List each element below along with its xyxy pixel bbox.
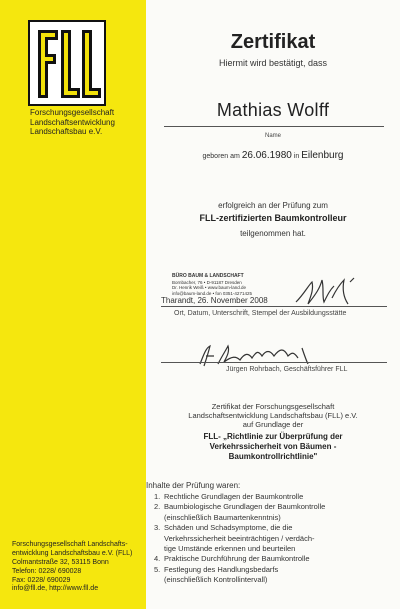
- born-in: in: [293, 153, 300, 160]
- signature-caption: Ort, Datum, Unterschrift, Stempel der Ausbildungsstätte: [174, 310, 347, 317]
- list-item: [154, 554, 400, 564]
- list-item: [154, 502, 400, 523]
- yellow-sidebar: [0, 0, 146, 609]
- org-address: Forschungsgesellschaft Landschafts- entwicklung Landschaftsbau e.V. (FLL) Colmantstraße 32, 53115 Bonn Telefon: 0228/ 690028 Fax: 0228/ 690029: [12, 541, 133, 584]
- birth-place: Eilenburg: [301, 150, 344, 161]
- contents-list: [154, 492, 400, 586]
- list-item-text: Rechtliche Grundlagen der Baumkontrolle: [164, 492, 304, 501]
- list-item-number: 4.: [154, 554, 161, 564]
- place-date: Tharandt, 26. November 2008: [161, 296, 268, 305]
- name-caption: Name: [264, 133, 281, 139]
- born-prefix: geboren am: [202, 153, 240, 160]
- guideline-title: FLL- „Richtlinie zur Überprüfung der Verkehrssicherheit von Bäumen - Baumkontrollrichtlinie": [203, 432, 343, 461]
- list-item-number: 3.: [154, 523, 161, 533]
- birth-line: [146, 150, 400, 161]
- stamp-lines: Bornbacher, 76 • D-91187 Dresden Dr. Henrik Weiß • www.baum-land.de info@baum-land.de • fon 0351-4271425: [172, 279, 252, 296]
- stamp-title: BÜRO BAUM & LANDSCHAFT: [172, 273, 244, 279]
- name-underline: [164, 126, 384, 127]
- trainer-signature: [294, 276, 360, 310]
- director-caption: Jürgen Rohrbach, Geschäftsführer FLL: [226, 366, 348, 373]
- qualification: FLL-zertifizierten Baumkontrolleur: [199, 213, 347, 223]
- certificate-title: Zertifikat: [230, 31, 316, 53]
- fll-logo: [28, 20, 106, 106]
- fll-logo-letters: [34, 24, 104, 104]
- contents-heading: Inhalte der Prüfung waren:: [146, 481, 241, 490]
- list-item-text: Festlegung des Handlungsbedarfs (einschließlich Kontrollintervall): [164, 564, 279, 585]
- list-item: [154, 492, 400, 502]
- training-stamp: [172, 273, 252, 296]
- list-item-number: 2.: [154, 502, 161, 512]
- list-item-text: Schäden und Schadsymptome, die die Verkehrssicherheit beeinträchtigen / verdäch- tige Umstände erkennen und beurteilen: [164, 523, 315, 554]
- list-item: [154, 523, 400, 554]
- list-item-number: 5.: [154, 564, 161, 574]
- recipient-name: Mathias Wolff: [216, 100, 330, 120]
- director-signature-line: [161, 362, 387, 363]
- issuer-statement: Zertifikat der Forschungsgesellschaft Landschaftsentwicklung Landschaftsbau (FLL) e.V. auf Grundlage der: [188, 402, 358, 429]
- org-contact-links: info@fll.de, http://www.fll.de: [12, 585, 99, 592]
- list-item-number: 1.: [154, 492, 161, 501]
- success-line: erfolgreich an der Prüfung zum: [218, 201, 328, 210]
- list-item: [154, 565, 400, 586]
- participated-line: teilgenommen hat.: [240, 229, 306, 238]
- director-signature: [196, 342, 346, 368]
- org-name: Forschungsgesellschaft Landschaftsentwicklung Landschaftsbau e.V.: [30, 108, 115, 136]
- list-item-text: Praktische Durchführung der Baumkontrolle: [164, 554, 310, 564]
- certificate-subtitle: Hiermit wird bestätigt, dass: [218, 58, 328, 68]
- certificate-body: [146, 0, 400, 609]
- trainer-signature-line: [161, 306, 387, 307]
- birth-date: 26.06.1980: [241, 150, 292, 161]
- list-item-text: Baumbiologische Grundlagen der Baumkontrolle (einschließlich Baumartenkenntnis): [164, 502, 326, 522]
